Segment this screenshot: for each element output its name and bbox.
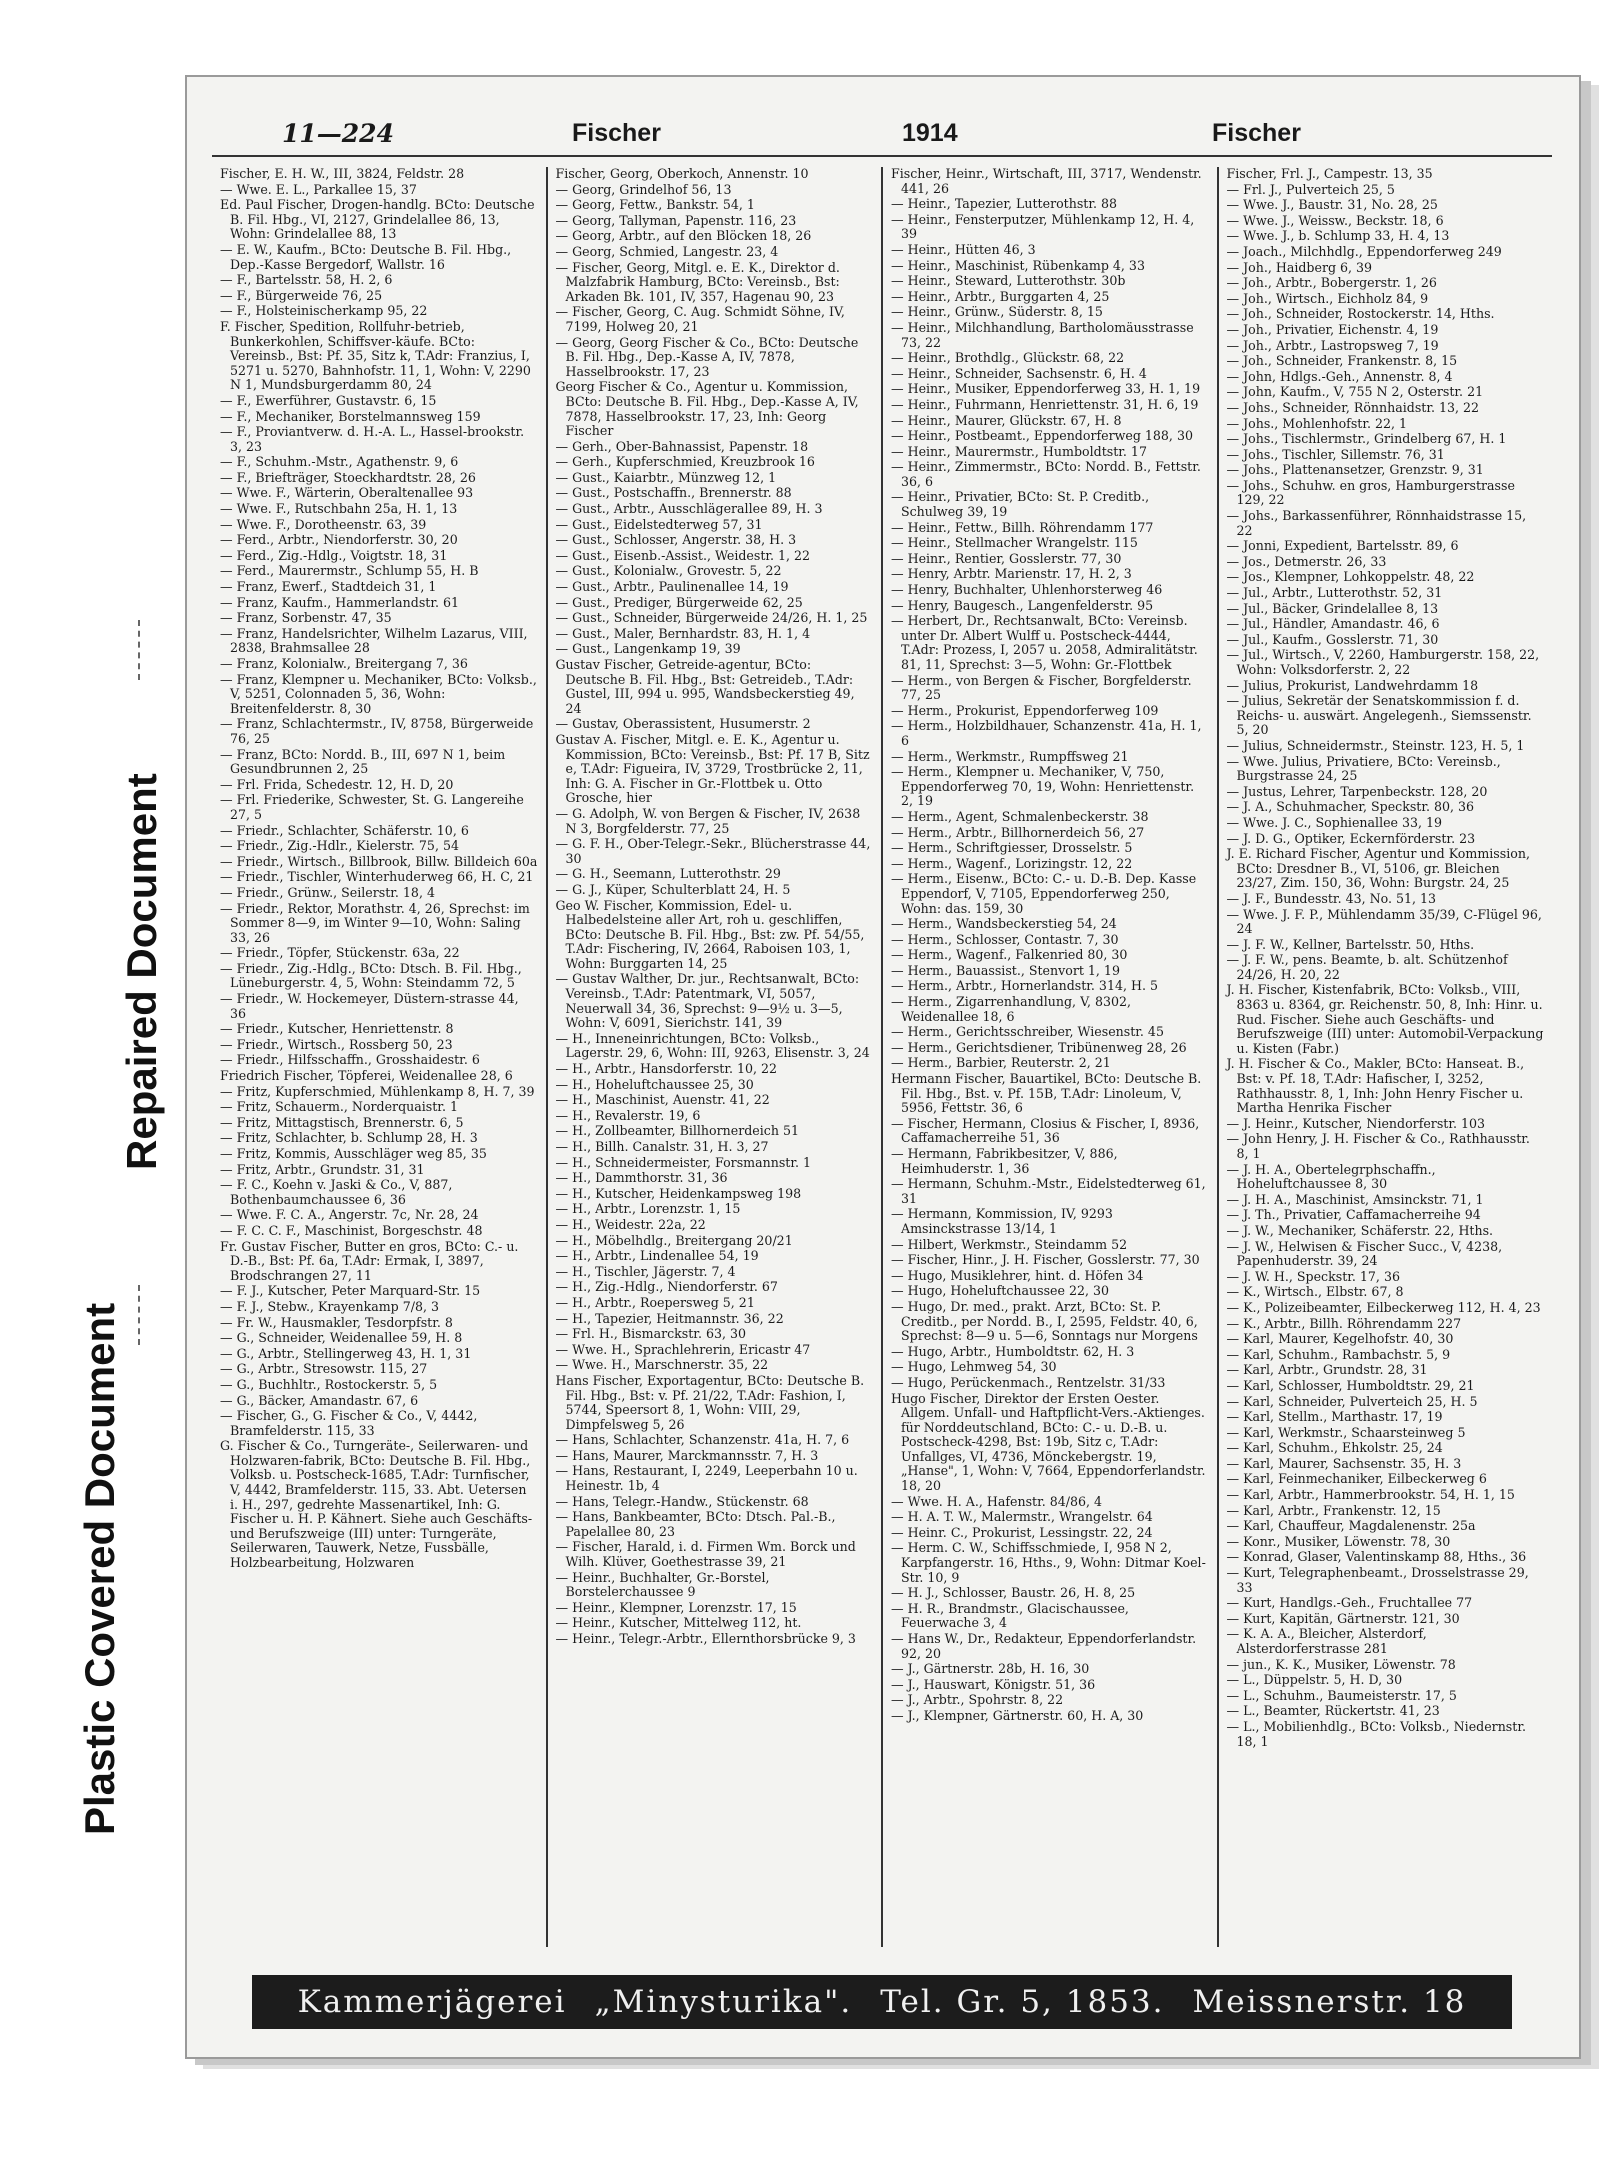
directory-entry: — H., Billh. Canalstr. 31, H. 3, 27: [555, 1139, 769, 1154]
directory-entry: — Heinr., Rentier, Gosslerstr. 77, 30: [891, 550, 1122, 566]
directory-entry: — Henry, Buchhalter, Uhlenhorsterweg 46: [891, 582, 1163, 598]
header-right-title: Fischer: [1212, 119, 1301, 147]
directory-entry: — Wwe. Julius, Privatiere, BCto: Vereinsb., Burgstrasse 24, 25: [1226, 753, 1501, 784]
directory-entry: — Julius, Schneidermstr., Steinstr. 123, H. 5, 1: [1226, 737, 1525, 753]
directory-entry: — Franz, Kaufm., Hammerlandstr. 61: [220, 594, 460, 610]
directory-entry: — Friedr., Grünw., Seilerstr. 18, 4: [220, 884, 435, 900]
advertisement-banner: [252, 1975, 1512, 2029]
directory-entry: — Julius, Sekretär der Senatskommission f. d. Reichs- u. auswärt. Angelegenh., Siemssenstr. 5, 20: [1226, 693, 1532, 738]
directory-entry: — Hilbert, Werkmstr., Steindamm 52: [891, 1236, 1128, 1252]
directory-entry: — Konrad, Glaser, Valentinskamp 88, Hths., 36: [1226, 1549, 1527, 1565]
directory-entry: — Fischer, G., G. Fischer & Co., V, 4442, Bramfelderstr. 115, 33: [220, 1408, 478, 1438]
header-left-title: Fischer: [572, 119, 661, 147]
directory-entry: — J. W., Helwisen & Fischer Succ., V, 4238, Papenhuderstr. 39, 24: [1226, 1238, 1503, 1269]
plastic-covered-document-label: Plastic Covered Document: [76, 1302, 123, 1835]
directory-entry: — G., Arbtr., Stellingerweg 43, H. 1, 31: [220, 1345, 472, 1361]
directory-entry: — Jul., Händler, Amandastr. 46, 6: [1226, 616, 1440, 632]
directory-entry: — Wwe. J., Baustr. 31, No. 28, 25: [1226, 197, 1438, 213]
directory-entry: — H., Arbtr., Roepersweg 5, 21: [555, 1294, 755, 1310]
directory-entry: — Hugo, Lehmweg 54, 30: [891, 1359, 1057, 1375]
directory-entry: — Karl, Arbtr., Grundstr. 28, 31: [1226, 1362, 1428, 1378]
directory-entry: — L., Mobilienhdlg., BCto: Volksb., Niedernstr. 18, 1: [1226, 1718, 1526, 1749]
directory-entry: — Hugo, Hoheluftchaussee 22, 30: [891, 1283, 1110, 1299]
directory-entry: — Karl, Chauffeur, Magdalenenstr. 25a: [1226, 1518, 1476, 1534]
directory-entry: — Heinr., Hütten 46, 3: [891, 241, 1036, 257]
directory-entry: — Fischer, Georg, C. Aug. Schmidt Söhne, IV, 7199, Holweg 20, 21: [555, 304, 845, 334]
directory-entry: — Frl. Friederike, Schwester, St. G. Langereihe 27, 5: [220, 792, 524, 822]
directory-entry: — F. C., Koehn v. Jaski & Co., V, 887, Bothenbaumchaussee 6, 36: [220, 1177, 453, 1207]
directory-entry: — Friedr., Schlachter, Schäferstr. 10, 6: [220, 822, 469, 838]
directory-entry: — F., Mechaniker, Borstelmannsweg 159: [220, 408, 481, 424]
directory-entry: — Friedr., Töpfer, Stückenstr. 63a, 22: [220, 945, 460, 961]
directory-entry: — Herm., Werkmstr., Rumpffsweg 21: [891, 748, 1129, 764]
directory-entry: Hermann Fischer, Bauartikel, BCto: Deutsche B. Fil. Hbg., Bst. v. Pf. 15B, T.Adr: Linoleum, V, 5956, Fettstr. 36, 6: [891, 1071, 1202, 1116]
directory-entry: — Heinr., Maurer, Glückstr. 67, H. 8: [891, 412, 1122, 428]
directory-entry: — Karl, Arbtr., Frankenstr. 12, 15: [1226, 1502, 1441, 1518]
directory-entry: — Heinr., Zimmermstr., BCto: Nordd. B., Fettstr. 36, 6: [891, 459, 1201, 489]
directory-entry: — F., Briefträger, Stoeckhardtstr. 28, 26: [220, 469, 476, 485]
directory-entry: Fischer, Georg, Oberkoch, Annenstr. 10: [555, 167, 809, 181]
directory-entry: J. H. Fischer & Co., Makler, BCto: Hanseat. B., Bst: v. Pf. 18, T.Adr: Hafischer, I, 3252, Rathhausstr. 8, 1, Inh: John Henry Fischer u. Martha Henrika Fischer: [1226, 1056, 1525, 1116]
directory-entry: — E. W., Kaufm., BCto: Deutsche B. Fil. Hbg., Dep.-Kasse Bergedorf, Wallstr. 16: [220, 241, 512, 272]
directory-entry: — Heinr., Privatier, BCto: St. P. Creditb., Schulweg 39, 19: [891, 489, 1150, 520]
directory-entry: — Gust., Kaiarbtr., Münzweg 12, 1: [555, 469, 777, 485]
directory-entry: — J. H. A., Obertelegrphschaffn., Hoheluftchaussee 8, 30: [1226, 1161, 1436, 1192]
directory-entry: — Gust., Eisenb.-Assist., Weidestr. 1, 22: [555, 547, 811, 563]
directory-entry: — Joh., Schneider, Frankenstr. 8, 15: [1226, 353, 1458, 369]
directory-entry: — F. C. C. F., Maschinist, Borgeschstr. 48: [220, 1222, 483, 1238]
directory-entry: — John, Kaufm., V, 755 N 2, Osterstr. 21: [1226, 384, 1484, 400]
directory-entry: — Johs., Tischler, Sillemstr. 76, 31: [1226, 446, 1445, 462]
directory-entry: — Herm., Klempner u. Mechaniker, V, 750, Eppendorferweg 70, 19, Wohn: Henriettenstr. 2, 19: [891, 764, 1195, 809]
directory-entry: — F., Schuhm.-Mstr., Agathenstr. 9, 6: [220, 454, 459, 470]
directory-entry: — H., Möbelhdlg., Breitergang 20/21: [555, 1232, 793, 1248]
directory-entry: — Friedr., Zig.-Hdlg., BCto: Dtsch. B. Fil. Hbg., Lüneburgerstr. 4, 5, Wohn: Steindamm 72, 5: [220, 960, 522, 991]
directory-columns: [212, 167, 1552, 1947]
directory-entry: — Karl, Maurer, Kegelhofstr. 40, 30: [1226, 1331, 1454, 1347]
directory-entry: — Jul., Kaufm., Gosslerstr. 71, 30: [1226, 631, 1439, 647]
directory-entry: — Hans, Schlachter, Schanzenstr. 41a, H. 7, 6: [555, 1432, 850, 1448]
directory-entry: — F., Bürgerweide 76, 25: [220, 287, 383, 303]
directory-entry: — H. R., Brandmstr., Glacischaussee, Feuerwache 3, 4: [891, 1600, 1129, 1631]
directory-entry: — Johs., Barkassenführer, Rönnhaidstrasse 15, 22: [1226, 508, 1527, 538]
directory-entry: — Wwe. J., b. Schlump 33, H. 4, 13: [1226, 228, 1450, 244]
directory-entry: — H., Kutscher, Heidenkampsweg 198: [555, 1185, 802, 1201]
directory-entry: — John, Hdlgs.-Geh., Annenstr. 8, 4: [1226, 368, 1453, 384]
header-rule: [212, 155, 1552, 157]
directory-entry: Fischer, Frl. J., Campestr. 13, 35: [1226, 167, 1433, 181]
directory-entry: — Jos., Klempner, Lohkoppelstr. 48, 22: [1226, 569, 1475, 585]
directory-entry: — Joh., Haidberg 6, 39: [1226, 259, 1373, 275]
directory-entry: — Fischer, Georg, Mitgl. e. E. K., Direktor d. Malzfabrik Hamburg, BCto: Vereinsb., Bst: Arkaden Bk. 101, IV, 357, Hagenau 90, 23: [555, 259, 840, 304]
directory-entry: — Karl, Maurer, Sachsenstr. 35, H. 3: [1226, 1455, 1462, 1471]
directory-entry: — J. W. H., Speckstr. 17, 36: [1226, 1268, 1400, 1284]
directory-entry: — Herm., Arbtr., Hornerlandstr. 314, H. 5: [891, 978, 1158, 994]
directory-entry: — Wwe. F., Dorotheenstr. 63, 39: [220, 516, 427, 532]
directory-entry: — Jul., Arbtr., Lutterothstr. 52, 31: [1226, 585, 1443, 601]
directory-entry: — Heinr. C., Prokurist, Lessingstr. 22, 24: [891, 1524, 1153, 1540]
directory-entry: — Fritz, Kommis, Ausschläger weg 85, 35: [220, 1146, 487, 1161]
directory-entry: — Jonni, Expedient, Bartelsstr. 89, 6: [1226, 538, 1459, 554]
divider: [138, 1285, 142, 1345]
directory-page: [185, 75, 1581, 2059]
directory-entry: — Gerh., Kupferschmied, Kreuzbrook 16: [555, 454, 815, 470]
page-number: 11—224: [282, 119, 394, 148]
directory-entry: Friedrich Fischer, Töpferei, Weidenallee 28, 6: [220, 1068, 513, 1084]
directory-entry: — G. F. H., Ober-Telegr.-Sekr., Blücherstrasse 44, 30: [555, 836, 871, 866]
directory-entry: — Friedr., Hilfsschaffn., Grosshaidestr. 6: [220, 1052, 480, 1068]
directory-entry: — H., Arbtr., Lorenzstr. 1, 15: [555, 1201, 741, 1217]
directory-column-4: [1219, 167, 1553, 1947]
directory-entry: — Hermann, Kommission, IV, 9293 Amsinckstrasse 13/14, 1: [891, 1206, 1113, 1236]
directory-entry: — Karl, Stellm., Marthastr. 17, 19: [1226, 1409, 1443, 1425]
directory-entry: — Karl, Schneider, Pulverteich 25, H. 5: [1226, 1393, 1478, 1409]
directory-entry: — Joh., Arbtr., Bobergerstr. 1, 26: [1226, 275, 1437, 291]
directory-entry: — Georg, Georg Fischer & Co., BCto: Deutsche B. Fil. Hbg., Dep.-Kasse A, IV, 7878, Hasselbrookstr. 17, 23: [555, 334, 859, 379]
directory-entry: — Heinr., Musiker, Eppendorferweg 33, H. 1, 19: [891, 381, 1201, 397]
directory-entry: — Franz, Klempner u. Mechaniker, BCto: Volksb., V, 5251, Colonnaden 5, 36, Wohn: Breitenfelderstr. 8, 30: [220, 671, 537, 716]
directory-entry: — Hans W., Dr., Redakteur, Eppendorferlandstr. 92, 20: [891, 1631, 1197, 1661]
directory-entry: — Gust., Langenkamp 19, 39: [555, 641, 741, 657]
directory-entry: — H., Schneidermeister, Forsmannstr. 1: [555, 1154, 812, 1170]
directory-entry: — jun., K. K., Musiker, Löwenstr. 78: [1226, 1656, 1456, 1672]
directory-entry: — F., Proviantverw. d. H.-A. L., Hassel-brookstr. 3, 23: [220, 424, 525, 454]
directory-entry: — Herm., Gerichtsdiener, Tribünenweg 28, 26: [891, 1039, 1187, 1055]
directory-entry: — Hermann, Fabrikbesitzer, V, 886, Heimhuderstr. 1, 36: [891, 1146, 1118, 1176]
directory-entry: — Wwe. H., Marschnerstr. 35, 22: [555, 1357, 769, 1373]
directory-entry: — H., Inneneinrichtungen, BCto: Volksb., Lagerstr. 29, 6, Wohn: III, 9263, Elisenstr. 3, 24: [555, 1030, 870, 1061]
ad-brand: „Minysturika".: [594, 1984, 853, 2020]
directory-entry: — Heinr., Fettw., Billh. Röhrendamm 177: [891, 519, 1154, 535]
directory-entry: — Hugo, Dr. med., prakt. Arzt, BCto: St. P. Creditb., per Nordd. B., I, 2595, Feldstr. 40, 6, Sprechst: 8—9 u. 5—6, Sonntags nur Morgens: [891, 1298, 1198, 1344]
directory-entry: — Joh., Schneider, Rostockerstr. 14, Hths.: [1226, 306, 1495, 322]
directory-entry: — L., Schuhm., Baumeisterstr. 17, 5: [1226, 1687, 1457, 1703]
directory-entry: — H., Tischler, Jägerstr. 7, 4: [555, 1263, 736, 1279]
divider: [138, 620, 142, 680]
directory-entry: — Fr. W., Hausmakler, Tesdorpfstr. 8: [220, 1314, 453, 1330]
directory-entry: — Hans, Bankbeamter, BCto: Dtsch. Pal.-B., Papelallee 80, 23: [555, 1509, 836, 1539]
directory-entry: F. Fischer, Spedition, Rollfuhr-betrieb, Bunkerkohlen, Schiffsver-käufe. BCto: Vereinsb., Bst: Pf. 35, Sitz k, T.Adr: Franzius, I, 5271 u. 5270, Bahnhofstr. 11, 1, Wohn: V, 2290 N 1, Mundsburgerdamm 80, 24: [220, 318, 531, 393]
directory-entry: — K. A. A., Bleicher, Alsterdorf, Alsterdorferstrasse 281: [1226, 1626, 1427, 1656]
directory-entry: — Heinr., Stellmacher Wrangelstr. 115: [891, 535, 1138, 551]
directory-entry: — Frl. Frida, Schedestr. 12, H. D, 20: [220, 776, 454, 792]
directory-entry: — Gust., Arbtr., Paulinenallee 14, 19: [555, 579, 789, 595]
directory-entry: — Johs., Schuhw. en gros, Hamburgerstrasse 129, 22: [1226, 477, 1515, 508]
directory-entry: — Herm., Eisenw., BCto: C.- u. D.-B. Dep. Kasse Eppendorf, V, 7105, Eppendorferweg 250, Wohn: das. 159, 30: [891, 871, 1197, 916]
directory-entry: — Joh., Wirtsch., Eichholz 84, 9: [1226, 290, 1429, 306]
directory-column-2: [548, 167, 884, 1947]
directory-entry: — Julius, Prokurist, Landwehrdamm 18: [1226, 677, 1479, 693]
directory-entry: — Georg, Fettw., Bankstr. 54, 1: [555, 197, 755, 213]
running-header: [212, 117, 1552, 157]
directory-entry: — Gustav, Oberassistent, Husumerstr. 2: [555, 716, 811, 732]
directory-entry: — Gust., Arbtr., Ausschlägerallee 89, H. 3: [555, 501, 823, 517]
directory-entry: — K., Polizeibeamter, Eilbeckerweg 112, H. 4, 23: [1226, 1299, 1541, 1315]
directory-entry: — Franz, Schlachtermstr., IV, 8758, Bürgerweide 76, 25: [220, 716, 534, 746]
directory-entry: — J., Hauswart, Königstr. 51, 36: [891, 1676, 1096, 1692]
directory-entry: — Konr., Musiker, Löwenstr. 78, 30: [1226, 1533, 1451, 1549]
directory-entry: — Gust., Eidelstedterweg 57, 31: [555, 516, 763, 532]
ad-phone: Tel. Gr. 5, 1853.: [880, 1984, 1165, 2020]
directory-entry: — G. H., Seemann, Lutterothstr. 29: [555, 866, 781, 882]
directory-entry: — Heinr., Grünw., Süderstr. 8, 15: [891, 304, 1103, 320]
directory-entry: — Herbert, Dr., Rechtsanwalt, BCto: Vereinsb. unter Dr. Albert Wulff u. Postscheck-4444, T.Adr: Prozess, I, 2057 u. 2058, Admiralitätstr. 81, 11, Sprechst: 3—5, Wohn: Gr.-Flottbek: [891, 613, 1198, 672]
directory-entry: — Gustav Walther, Dr. jur., Rechtsanwalt, BCto: Vereinsb., T.Adr: Patentmark, VI, 5057, Neuerwall 34, 36, Sprechst: 9—9½ u. 3—5, Wohn: V, 6091, Sierichstr. 141, 39: [555, 971, 860, 1031]
directory-entry: — Ferd., Maurermstr., Schlump 55, H. B: [220, 563, 479, 579]
directory-entry: — Heinr., Fuhrmann, Henriettenstr. 31, H. 6, 19: [891, 396, 1199, 412]
directory-entry: — G., Bäcker, Amandastr. 67, 6: [220, 1392, 419, 1408]
directory-entry: — Heinr., Klempner, Lorenzstr. 17, 15: [555, 1599, 797, 1615]
directory-entry: — Friedr., Zig.-Hdlr., Kielerstr. 75, 54: [220, 838, 459, 854]
directory-entry: — J. F. W., Kellner, Bartelsstr. 50, Hths.: [1226, 936, 1475, 952]
directory-entry: — H., Revalerstr. 19, 6: [555, 1107, 701, 1123]
header-year: 1914: [902, 119, 958, 147]
directory-column-1: [212, 167, 548, 1947]
directory-entry: — F., Bartelsstr. 58, H. 2, 6: [220, 272, 393, 288]
directory-entry: — H. J., Schlosser, Baustr. 26, H. 8, 25: [891, 1585, 1136, 1601]
directory-entry: — Gust., Schlosser, Angerstr. 38, H. 3: [555, 532, 797, 548]
directory-entry: — Wwe. J., Weissw., Beckstr. 18, 6: [1226, 212, 1444, 228]
directory-entry: — Heinr., Fensterputzer, Mühlenkamp 12, H. 4, 39: [891, 211, 1195, 242]
directory-entry: — Henry, Baugesch., Langenfelderstr. 95: [891, 597, 1154, 613]
directory-entry: — Johs., Tischlermstr., Grindelberg 67, H. 1: [1226, 431, 1507, 447]
directory-entry: — H., Weidestr. 22a, 22: [555, 1216, 706, 1232]
directory-entry: — Heinr., Brothdlg., Glückstr. 68, 22: [891, 350, 1125, 366]
directory-entry: Geo W. Fischer, Kommission, Edel- u. Halbedelsteine aller Art, roh u. geschliffen, BCto: Deutsche B. Fil. Hbg., Bst: zw. Pf. 54/55, T.Adr: Fischering, IV, 2664, Raboisen 103, 1, Wohn: Burggarten 14, 25: [555, 897, 865, 971]
directory-entry: — John Henry, J. H. Fischer & Co., Rathhausstr. 8, 1: [1226, 1131, 1530, 1161]
directory-entry: — Joh., Privatier, Eichenstr. 4, 19: [1226, 321, 1439, 337]
directory-entry: — H., Zollbeamter, Billhornerdeich 51: [555, 1123, 799, 1139]
directory-column-3: [883, 167, 1219, 1947]
directory-entry: — G. Adolph, W. von Bergen & Fischer, IV, 2638 N 3, Borgfelderstr. 77, 25: [555, 805, 861, 836]
directory-entry: — Wwe. E. L., Parkallee 15, 37: [220, 181, 417, 197]
directory-entry: — Friedr., Rektor, Morathstr. 4, 26, Sprechst: im Sommer 8—9, im Winter 9—10, Wohn: Saling 33, 26: [220, 900, 530, 945]
directory-entry: — Fritz, Mittagstisch, Brennerstr. 6, 5: [220, 1114, 464, 1130]
directory-entry: — J., Gärtnerstr. 28b, H. 16, 30: [891, 1661, 1090, 1677]
directory-entry: — Georg, Tallyman, Papenstr. 116, 23: [555, 212, 797, 228]
directory-entry: — Wwe. H. A., Hafenstr. 84/86, 4: [891, 1493, 1103, 1509]
directory-entry: — Joach., Milchhdlg., Eppendorferweg 249: [1226, 243, 1502, 259]
directory-entry: — Herm., Prokurist, Eppendorferweg 109: [891, 702, 1159, 718]
directory-entry: — Heinr., Steward, Lutterothstr. 30b: [891, 273, 1126, 289]
directory-entry: — H., Tapezier, Heitmannstr. 36, 22: [555, 1310, 784, 1326]
directory-entry: — Karl, Feinmechaniker, Eilbeckerweg 6: [1226, 1471, 1487, 1487]
directory-entry: — Wwe. H., Sprachlehrerin, Ericastr 47: [555, 1341, 811, 1357]
directory-entry: — Wwe. F., Rutschbahn 25a, H. 1, 13: [220, 501, 458, 517]
directory-entry: — Friedr., W. Hockemeyer, Düstern-strasse 44, 36: [220, 991, 519, 1021]
directory-entry: — Wwe. F., Wärterin, Oberaltenallee 93: [220, 485, 474, 501]
directory-entry: — Heinr., Milchhandlung, Bartholomäusstrasse 73, 22: [891, 319, 1194, 350]
directory-entry: — H., Maschinist, Auenstr. 41, 22: [555, 1092, 770, 1108]
directory-entry: — Hans, Restaurant, I, 2249, Leeperbahn 10 u. Heinestr. 1b, 4: [555, 1463, 858, 1494]
directory-entry: Gustav A. Fischer, Mitgl. e. E. K., Agentur u. Kommission, BCto: Vereinsb., Bst: Pf. 17 B, Sitz e, T.Adr: Figueira, IV, 3729, Trostbrücke 2, 11, Inh: G. A. Fischer in Gr.-Flottbek u. Otto Grosche, hier: [555, 731, 870, 806]
directory-entry: — Kurt, Handlgs.-Geh., Fruchtallee 77: [1226, 1595, 1473, 1611]
directory-entry: — Wwe. J. C., Sophienallee 33, 19: [1226, 814, 1443, 830]
directory-entry: — Jos., Detmerstr. 26, 33: [1226, 553, 1387, 569]
directory-entry: — J. W., Mechaniker, Schäferstr. 22, Hths.: [1226, 1222, 1494, 1238]
directory-entry: — Fischer, Hinr., J. H. Fischer, Gosslerstr. 77, 30: [891, 1252, 1200, 1268]
directory-entry: — K., Arbtr., Billh. Röhrendamm 227: [1226, 1315, 1462, 1331]
directory-entry: — Franz, Handelsrichter, Wilhelm Lazarus, VIII, 2838, Brahmsallee 28: [220, 625, 528, 656]
directory-entry: — Karl, Schuhm., Rambachstr. 5, 9: [1226, 1346, 1451, 1362]
directory-entry: — Heinr., Maschinist, Rübenkamp 4, 33: [891, 257, 1145, 273]
directory-entry: — J. H. A., Maschinist, Amsinckstr. 71, 1: [1226, 1191, 1484, 1207]
directory-entry: — G. J., Küper, Schulterblatt 24, H. 5: [555, 881, 791, 897]
directory-entry: — F., Holsteinischerkamp 95, 22: [220, 303, 428, 319]
directory-entry: — K., Wirtsch., Elbstr. 67, 8: [1226, 1284, 1404, 1300]
directory-entry: Gustav Fischer, Getreide-agentur, BCto: Deutsche B. Fil. Hbg., Bst: Getreideb., T.Adr: Gustel, III, 994 u. 995, Wandsbeckerstieg 49, 24: [555, 657, 855, 716]
directory-entry: — Fritz, Kupferschmied, Mühlenkamp 8, H. 7, 39: [220, 1083, 535, 1099]
directory-entry: — Gust., Prediger, Bürgerweide 62, 25: [555, 594, 803, 610]
directory-entry: — Heinr., Buchhalter, Gr.-Borstel, Borstelerchaussee 9: [555, 1569, 770, 1600]
directory-entry: — F., Ewerführer, Gustavstr. 6, 15: [220, 392, 437, 408]
directory-entry: — Herm., Zigarrenhandlung, V, 8302, Weidenallee 18, 6: [891, 994, 1132, 1024]
directory-entry: — Kurt, Telegraphenbeamt., Drosselstrasse 29, 33: [1226, 1565, 1529, 1595]
directory-entry: — Herm., Barbier, Reuterstr. 2, 21: [891, 1055, 1111, 1071]
directory-entry: — H., Zig.-Hdlg., Niendorferstr. 67: [555, 1279, 778, 1295]
directory-entry: — Georg, Schmied, Langestr. 23, 4: [555, 243, 779, 259]
directory-entry: — L., Beamter, Rückertstr. 41, 23: [1226, 1703, 1440, 1719]
directory-entry: — Heinr., Arbtr., Burggarten 4, 25: [891, 288, 1110, 304]
directory-entry: — Heinr., Maurermstr., Humboldtstr. 17: [891, 443, 1147, 459]
directory-entry: — Friedr., Tischler, Winterhuderweg 66, H. C, 21: [220, 869, 534, 885]
directory-entry: — F. J., Stebw., Krayenkamp 7/8, 3: [220, 1298, 440, 1314]
directory-entry: J. E. Richard Fischer, Agentur und Kommission, BCto: Dresdner B., VI, 5106, gr. Bleichen 23/27, Zim. 150, 36, Wohn: Burgstr. 24, 25: [1226, 846, 1530, 891]
directory-entry: — L., Düppelstr. 5, H. D, 30: [1226, 1672, 1403, 1688]
directory-entry: — Gerh., Ober-Bahnassist, Papenstr. 18: [555, 438, 809, 454]
directory-entry: — Karl, Werkmstr., Schaarsteinweg 5: [1226, 1424, 1466, 1440]
directory-entry: — H., Hoheluftchaussee 25, 30: [555, 1076, 754, 1092]
directory-entry: — Herm., Wagenf., Lorizingstr. 12, 22: [891, 855, 1133, 871]
directory-entry: — Herm., Agent, Schmalenbeckerstr. 38: [891, 808, 1149, 824]
directory-entry: — Johs., Mohlenhofstr. 22, 1: [1226, 415, 1408, 431]
directory-entry: — H. A. T. W., Malermstr., Wrangelstr. 64: [891, 1509, 1153, 1525]
directory-entry: — F. J., Kutscher, Peter Marquard-Str. 15: [220, 1283, 481, 1299]
directory-entry: — Karl, Schuhm., Ehkolstr. 25, 24: [1226, 1440, 1443, 1456]
directory-entry: — Herm., von Bergen & Fischer, Borgfelderstr. 77, 25: [891, 672, 1192, 703]
directory-entry: — Herm., Bauassist., Stenvort 1, 19: [891, 962, 1120, 978]
directory-entry: — Heinr., Schneider, Sachsenstr. 6, H. 4: [891, 365, 1147, 381]
directory-entry: — Herm., Schriftgiesser, Drosselstr. 5: [891, 840, 1133, 856]
directory-entry: — Fischer, Harald, i. d. Firmen Wm. Borck und Wilh. Klüver, Goethestrasse 39, 21: [555, 1539, 856, 1570]
directory-entry: — Georg, Grindelhof 56, 13: [555, 181, 732, 197]
directory-entry: — Hugo, Arbtr., Humboldtstr. 62, H. 3: [891, 1343, 1135, 1359]
directory-entry: — H., Dammthorstr. 31, 36: [555, 1170, 728, 1186]
directory-entry: — Gust., Postschaffn., Brennerstr. 88: [555, 485, 792, 501]
directory-entry: Hans Fischer, Exportagentur, BCto: Deutsche B. Fil. Hbg., Bst: v. Pf. 21/22, T.Adr: Fashion, I, 5744, Speersort 8, 1, Wohn: VIII, 29, Dimpfelsweg 5, 26: [555, 1372, 865, 1432]
directory-entry: — Heinr., Kutscher, Mittelweg 112, ht.: [555, 1615, 802, 1631]
directory-entry: — Heinr., Telegr.-Arbtr., Ellernthorsbrücke 9, 3: [555, 1631, 856, 1646]
directory-entry: G. Fischer & Co., Turngeräte-, Seilerwaren- und Holzwaren-fabrik, BCto: Deutsche B. Fil. Hbg., Volksb. u. Postscheck-1685, T.Adr: Turnfischer, V, 4442, Bramfelderstr. 115, 33. Abt. Uetersen i. H., 297, gedrehte Massenartikel, Inh: G. Fischer u. H. P. Kähnert. Siehe auch Geschäfts- und Berufszweige (III) unter: Turngeräte, Seilerwaren, Tauwerk, Netze, Fussbälle, Holzbearbeitung, Holzwaren: [220, 1438, 533, 1571]
directory-entry: — Franz, BCto: Nordd. B., III, 697 N 1, beim Gesundbrunnen 2, 25: [220, 746, 506, 777]
directory-entry: — Ferd., Arbtr., Niendorferstr. 30, 20: [220, 532, 458, 548]
directory-entry: — Heinr., Tapezier, Lutterothstr. 88: [891, 196, 1118, 212]
directory-entry: — Wwe. J. F. P., Mühlendamm 35/39, C-Flügel 96, 24: [1226, 906, 1542, 937]
directory-entry: — Ferd., Zig.-Hdlg., Voigtstr. 18, 31: [220, 547, 448, 563]
directory-entry: — Gust., Maler, Bernhardstr. 83, H. 1, 4: [555, 625, 811, 641]
directory-entry: — Herm., Wagenf., Falkenried 80, 30: [891, 947, 1128, 963]
directory-entry: — Jul., Bäcker, Grindelallee 8, 13: [1226, 600, 1439, 616]
ad-address: Meissnerstr. 18: [1192, 1984, 1467, 2020]
directory-entry: — Herm. C. W., Schiffsschmiede, I, 958 N 2, Karpfangerstr. 16, Hths., 9, Wohn: Ditmar Koel-Str. 10, 9: [891, 1540, 1206, 1585]
directory-entry: — Henry, Arbtr. Marienstr. 17, H. 2, 3: [891, 566, 1132, 582]
directory-entry: — Fritz, Schlachter, b. Schlump 28, H. 3: [220, 1130, 478, 1146]
directory-entry: — Georg, Arbtr., auf den Blöcken 18, 26: [555, 228, 812, 244]
directory-entry: — Jul., Wirtsch., V, 2260, Hamburgerstr. 158, 22, Wohn: Volksdorferstr. 2, 22: [1226, 647, 1540, 677]
directory-entry: — Gust., Schneider, Bürgerweide 24/26, H. 1, 25: [555, 610, 868, 626]
directory-entry: — Wwe. F. C. A., Angerstr. 7c, Nr. 28, 24: [220, 1207, 479, 1223]
directory-entry: — Hugo, Perückenmach., Rentzelstr. 31/33: [891, 1374, 1166, 1390]
directory-entry: — Heinr., Postbeamt., Eppendorferweg 188, 30: [891, 428, 1193, 444]
directory-entry: — G., Schneider, Weidenallee 59, H. 8: [220, 1330, 463, 1346]
directory-entry: — J. F., Bundesstr. 43, No. 51, 13: [1226, 890, 1437, 906]
directory-entry: — Fritz, Arbtr., Grundstr. 31, 31: [220, 1161, 425, 1177]
directory-entry: Fr. Gustav Fischer, Butter en gros, BCto: C.- u. D.-B., Bst: Pf. 6a, T.Adr: Ermak, I, 3897, Brodschrangen 27, 11: [220, 1238, 519, 1283]
directory-entry: — J., Arbtr., Spohrstr. 8, 22: [891, 1692, 1064, 1708]
directory-entry: Hugo Fischer, Direktor der Ersten Oester. Allgem. Unfall- und Haftpflicht-Vers.-Aktienges. für Norddeutschland, BCto: C.- u. D.-B. u. Postscheck-4298, Bst: 19b, Sitz c, T.Adr: Unfallges, VI, 4736, Mönckebergstr. 19, „Hanse", 1, Wohn: V, 7664, Eppendorferlandstr. 18, 20: [891, 1390, 1206, 1494]
directory-entry: — Hans, Telegr.-Handw., Stückenstr. 68: [555, 1493, 809, 1509]
directory-entry: — Friedr., Wirtsch., Billbrook, Billw. Billdeich 60a: [220, 853, 538, 869]
directory-entry: — G., Buchhltr., Rostockerstr. 5, 5: [220, 1376, 438, 1392]
directory-entry: — J. F. W., pens. Beamte, b. alt. Schützenhof 24/26, H. 20, 22: [1226, 952, 1508, 982]
directory-entry: — Hans, Maurer, Marckmannsstr. 7, H. 3: [555, 1447, 819, 1463]
directory-entry: — Frl. J., Pulverteich 25, 5: [1226, 181, 1395, 197]
ad-company: Kammerjägerei: [297, 1984, 567, 2020]
directory-entry: — Fischer, Hermann, Closius & Fischer, I, 8936, Caffamacherreihe 51, 36: [891, 1115, 1200, 1146]
directory-entry: J. H. Fischer, Kistenfabrik, BCto: Volksb., VIII, 8363 u. 8364, gr. Reichenstr. 50, 8, Inh: Hinr. u. Rud. Fischer. Siehe auch Geschäfts- und Berufszweige (III) unter: Automobil-Verpackung u. Kisten (Fabr.): [1226, 982, 1544, 1056]
directory-entry: — Friedr., Kutscher, Henriettenstr. 8: [220, 1021, 454, 1037]
directory-entry: — Fritz, Schauerm., Norderquaistr. 1: [220, 1099, 458, 1115]
directory-entry: — Johs., Schneider, Rönnhaidstr. 13, 22: [1226, 399, 1480, 415]
directory-entry: Georg Fischer & Co., Agentur u. Kommission, BCto: Deutsche B. Fil. Hbg., Dep.-Kasse A, IV, 7878, Hasselbrookstr. 17, 23, Inh: Georg Fischer: [555, 379, 859, 439]
directory-entry: — Karl, Schlosser, Humboldtstr. 29, 21: [1226, 1377, 1475, 1393]
directory-entry: — Franz, Kolonialw., Breitergang 7, 36: [220, 656, 468, 671]
repaired-document-label: Repaired Document: [118, 773, 165, 1170]
directory-entry: — Justus, Lehrer, Tarpenbeckstr. 128, 20: [1226, 783, 1488, 799]
directory-entry: — Gust., Kolonialw., Grovestr. 5, 22: [555, 563, 782, 579]
directory-entry: — J. Heinr., Kutscher, Niendorferstr. 103: [1226, 1115, 1486, 1131]
directory-entry: — Karl, Arbtr., Hammerbrookstr. 54, H. 1, 15: [1226, 1487, 1515, 1503]
directory-entry: — J., Klempner, Gärtnerstr. 60, H. A, 30: [891, 1707, 1144, 1723]
directory-entry: — Friedr., Wirtsch., Rossberg 50, 23: [220, 1036, 453, 1052]
directory-entry: — Hermann, Schuhm.-Mstr., Eidelstedterweg 61, 31: [891, 1176, 1206, 1206]
directory-entry: — Herm., Holzbildhauer, Schanzenstr. 41a, H. 1, 6: [891, 718, 1202, 748]
directory-entry: Fischer, Heinr., Wirtschaft, III, 3717, Wendenstr. 441, 26: [891, 167, 1202, 196]
directory-entry: — Herm., Arbtr., Billhornerdeich 56, 27: [891, 824, 1145, 840]
directory-entry: Fischer, E. H. W., III, 3824, Feldstr. 28: [220, 167, 465, 181]
directory-entry: — H., Arbtr., Lindenallee 54, 19: [555, 1248, 759, 1264]
directory-entry: — J. A., Schuhmacher, Speckstr. 80, 36: [1226, 799, 1475, 815]
directory-entry: — Hugo, Musiklehrer, hint. d. Höfen 34: [891, 1267, 1144, 1283]
directory-entry: — Herm., Gerichtsschreiber, Wiesenstr. 45: [891, 1024, 1164, 1040]
directory-entry: Ed. Paul Fischer, Drogen-handlg. BCto: Deutsche B. Fil. Hbg., VI, 2127, Grindelallee 86, 13, Wohn: Grindelallee 88, 13: [220, 197, 535, 242]
directory-entry: — Joh., Arbtr., Lastropsweg 7, 19: [1226, 337, 1439, 353]
directory-entry: — Herm., Schlosser, Contastr. 7, 30: [891, 931, 1119, 947]
directory-entry: — Franz, Ewerf., Stadtdeich 31, 1: [220, 579, 437, 595]
directory-entry: — Herm., Wandsbeckerstieg 54, 24: [891, 916, 1117, 932]
directory-entry: — J. Th., Privatier, Caffamacherreihe 94: [1226, 1207, 1481, 1223]
directory-entry: — H., Arbtr., Hansdorferstr. 10, 22: [555, 1061, 778, 1077]
directory-entry: — Frl. H., Bismarckstr. 63, 30: [555, 1326, 747, 1342]
directory-entry: — Franz, Sorbenstr. 47, 35: [220, 610, 392, 626]
directory-entry: — G., Arbtr., Stresowstr. 115, 27: [220, 1361, 428, 1377]
directory-entry: — Johs., Plattenansetzer, Grenzstr. 9, 31: [1226, 462, 1484, 478]
directory-entry: — Kurt, Kapitän, Gärtnerstr. 121, 30: [1226, 1610, 1460, 1626]
directory-entry: — J. D. G., Optiker, Eckernförderstr. 23: [1226, 830, 1476, 846]
